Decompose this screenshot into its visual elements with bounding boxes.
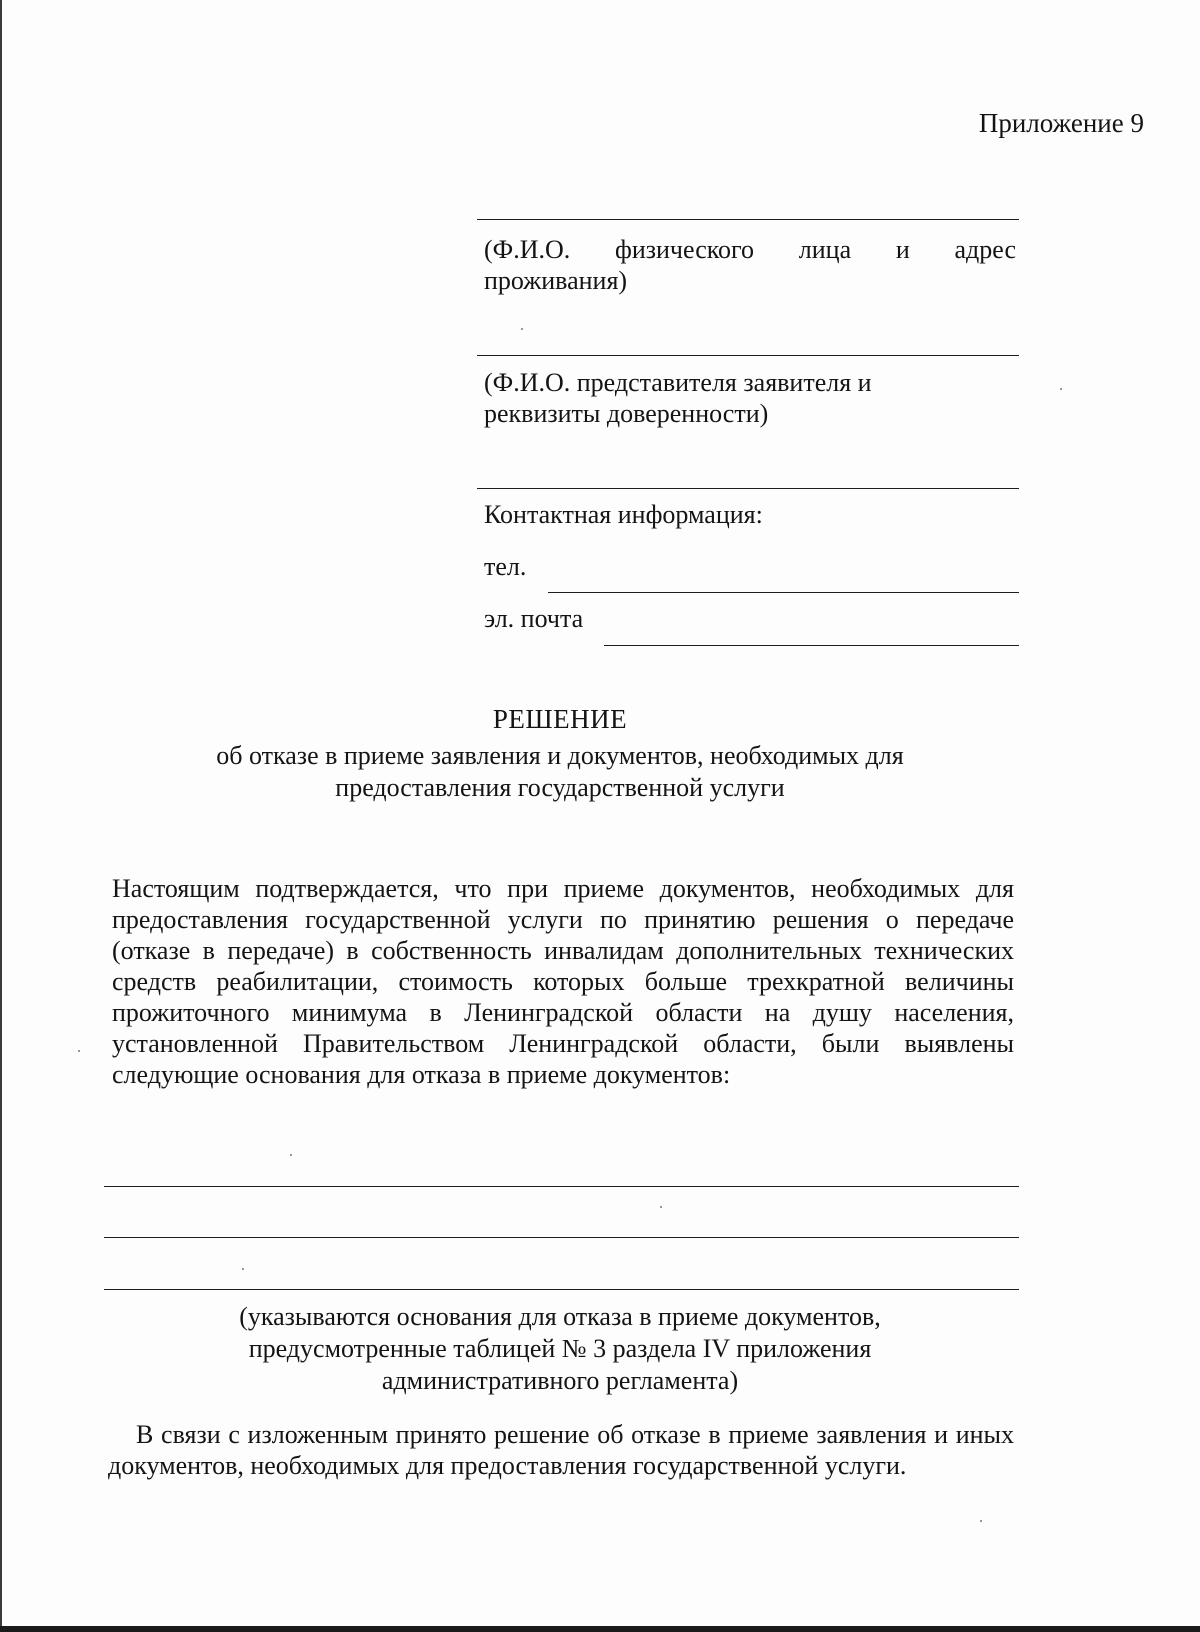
- scan-speck: [78, 1050, 80, 1052]
- email-fill-line: [604, 645, 1019, 646]
- applicant-caption-line1: (Ф.И.О. физического лица и адрес: [484, 235, 1016, 264]
- reasons-note-line2: предусмотренные таблицей № 3 раздела IV приложения: [248, 1334, 872, 1363]
- contact-info-label: Контактная информация:: [484, 500, 763, 529]
- decision-subtitle-line2: предоставления государственной услуги: [335, 773, 785, 802]
- phone-label: тел.: [484, 552, 527, 581]
- decision-subtitle-line1: об отказе в приеме заявления и документов, необходимых для: [216, 741, 904, 770]
- email-label: эл. почта: [484, 604, 584, 633]
- conclusion-paragraph: В связи с изложенным принято решение об отказе в приеме заявления и иных документов, необходимых для предоставления государственной услуги.: [108, 1420, 1014, 1480]
- scan-speck: [521, 328, 523, 330]
- reasons-fill-line: [104, 1237, 1019, 1238]
- representative-fill-line: [477, 355, 1019, 356]
- reasons-note-line1: (указываются основания для отказа в приеме документов,: [239, 1302, 881, 1331]
- applicant-caption-line2: проживания): [484, 266, 628, 295]
- representative-caption: [484, 367, 1016, 429]
- scan-left-edge: [0, 0, 2, 1632]
- reasons-fill-line: [104, 1186, 1019, 1187]
- representative-caption-line1: (Ф.И.О. представителя заявителя и: [484, 368, 872, 397]
- scan-bottom-edge: [0, 1626, 1200, 1632]
- scan-speck: [660, 1206, 662, 1208]
- phone-fill-line: [548, 592, 1019, 593]
- body-paragraph: Настоящим подтверждается, что при приеме документов, необходимых для предоставления государственной услуги по принятию решения о передаче (отказе в передаче) в собственность инвалидам дополнительных технических средств реабилитации, стоимость которых больше трехкратной величины прожиточного минимума в Ленинградской области на душу населения, установленной Правительством Ленинградской области, были выявлены следующие основания для отказа в приеме документов:: [112, 874, 1014, 1089]
- reasons-note: [150, 1301, 970, 1397]
- reasons-note-line3: административного регламента): [381, 1366, 739, 1395]
- contact-fill-line: [477, 488, 1019, 489]
- representative-caption-line2: реквизиты доверенности): [484, 399, 769, 428]
- scan-speck: [242, 1268, 244, 1270]
- decision-title: РЕШЕНИЕ: [492, 704, 628, 734]
- reasons-fill-line: [104, 1289, 1019, 1290]
- decision-subtitle: [150, 740, 970, 804]
- applicant-fill-line: [477, 219, 1019, 220]
- applicant-caption: [484, 234, 1016, 296]
- appendix-label: Приложение 9: [978, 108, 1144, 138]
- scan-speck: [1060, 388, 1062, 390]
- scan-speck: [980, 1520, 982, 1522]
- scan-speck: [290, 1154, 292, 1156]
